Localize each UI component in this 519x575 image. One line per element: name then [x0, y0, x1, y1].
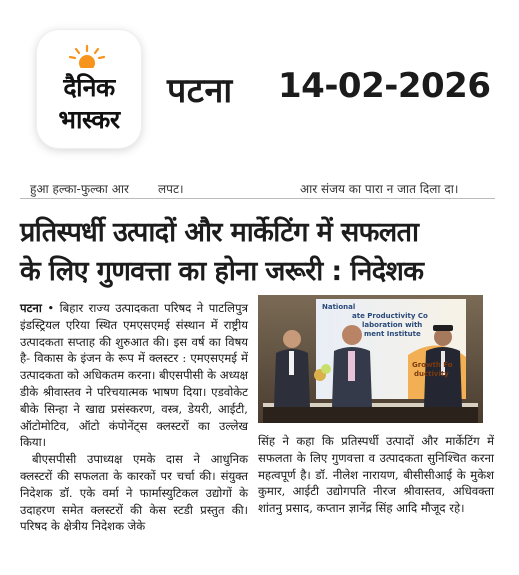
article-paragraph: • बिहार राज्य उत्पादकता परिषद ने पाटलिपुत्र इंडस्ट्रियल एरिया स्थित एमएसएमई संस्थान में राष्ट्रीय उत्पादकता सप्ताह की शुरुआत की। इस वर्ष का विषय है- विकास के इंजन के रूप में क्लस्टर : एमएसएमई में उत्पादकता को अधिकतम करना। बीएसपीसी के अध्यक्ष डीके श्रीवास्तव ने परिचयात्मक भाषण दिया। एडवोकेट बीके सिन्हा ने खाद्य प्रसंस्करण, वस्त्र, डेयरी, आईटी, ऑटोमोटिव, ऑटो कंपोनेंट्स क्लस्टरों का उल्लेख किया।: [20, 301, 248, 450]
banner-line: National: [322, 303, 356, 311]
banner-text: [322, 303, 453, 379]
clipped-text-fragment: लपट।: [158, 182, 184, 196]
event-photo: [258, 295, 483, 423]
clipped-text-fragment: हुआ हल्का-फुल्का आर: [30, 182, 129, 196]
sun-icon: [67, 44, 107, 68]
article-paragraph: बीएसपीसी उपाध्यक्ष एमके दास ने आधुनिक क्लस्टरों की सफलता के कारकों पर चर्चा की। संयुक्त निदेशक डॉ. एके वर्मा ने फार्मास्युटिकल उद्योगों के उदाहरण समेत क्लस्टरों की केस स्टडी प्रस्तुत की। परिषद के क्षेत्रीय निदेशक जेके: [20, 452, 248, 534]
banner-line: Growth Fo: [412, 361, 453, 369]
article-column-left: [20, 300, 248, 535]
clipped-text-fragment: आर संजय का पारा न जात दिला दा।: [300, 182, 459, 196]
banner-line: ment Institute: [364, 330, 421, 338]
article-column-right: [258, 433, 494, 517]
divider: [20, 198, 495, 199]
headline-line1: प्रतिस्पर्धी उत्पादों और मार्केटिंग में सफलता: [20, 217, 419, 248]
dateline: पटना: [20, 301, 42, 315]
banner-line: laboration with: [362, 321, 423, 329]
article-paragraph: सिंह ने कहा कि प्रतिस्पर्धी उत्पादों और मार्केटिंग में सफलता के लिए गुणवत्ता व उत्पादकता सुनिश्चित करना महत्वपूर्ण है। डॉ. नीलेश नारायण, बीसीसीआई के मुकेश कुमार, आईटी उद्योगपति नीरज श्रीवास्तव, अधिवक्ता शांतनु प्रसाद, कप्तान ज्ञानेंद्र सिंह आदि मौजूद रहे।: [258, 434, 494, 516]
logo-text-line2: भास्कर: [58, 105, 120, 134]
banner-line: ductivity: [414, 370, 449, 378]
headline-line2: के लिए गुणवत्ता का होना जरूरी : निदेशक: [20, 256, 424, 287]
newspaper-logo: [37, 30, 141, 148]
edition-city: पटना: [167, 71, 233, 111]
edition-date: 14-02-2026: [278, 66, 491, 106]
logo-text-line1: दैनिक: [63, 73, 115, 102]
banner-line: ate Productivity Co: [352, 312, 428, 320]
